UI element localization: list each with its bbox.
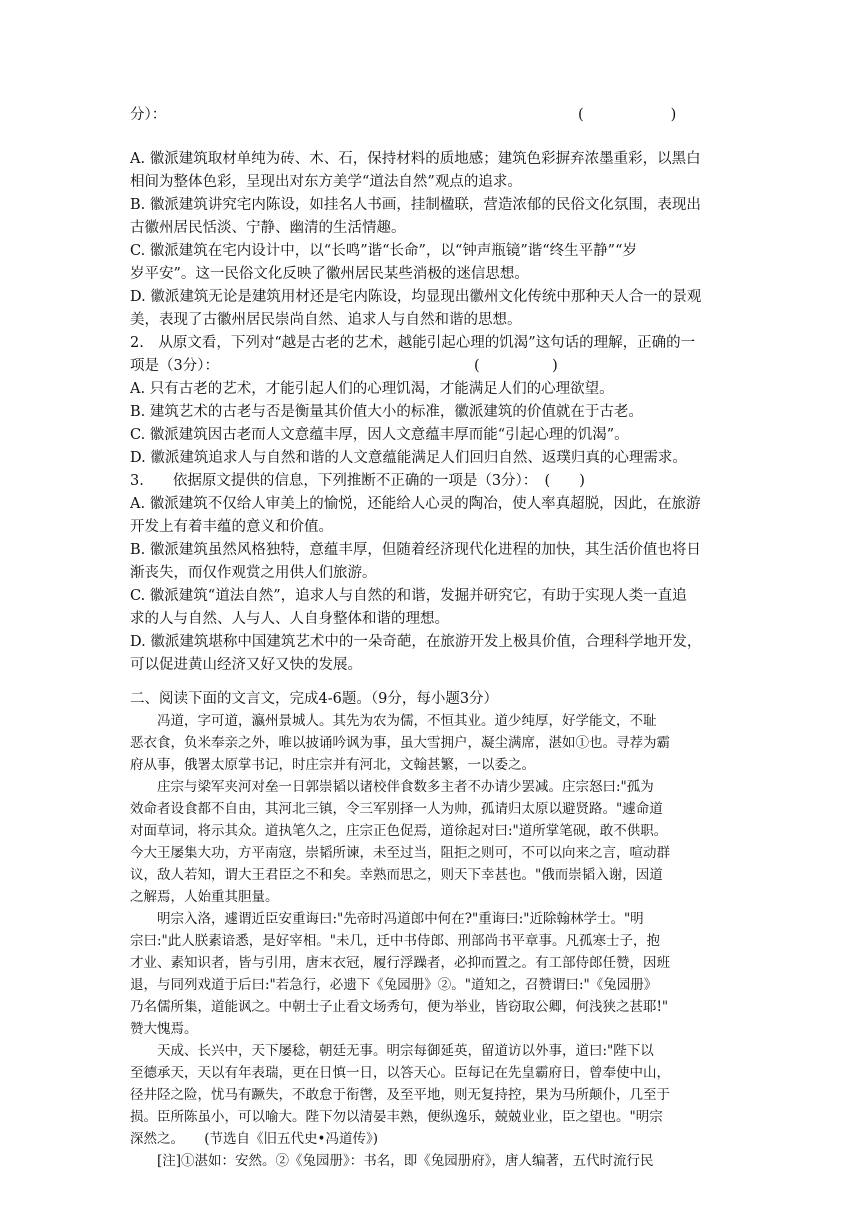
passage-line: 议，敌人若知，谓大王君臣之不和矣。幸熟而思之，则天下幸甚也。"俄而崇韬入谢，因道: [130, 867, 663, 883]
q1-option-line: D. 徽派建筑无论是建筑用材还是宅内陈设，均显现出徽州文化传统中那种天人合一的景观: [130, 289, 702, 305]
q2-answer-paren: ( ): [474, 358, 558, 374]
q1-option-line: B. 徽派建筑讲究宅内陈设，如挂名人书画，挂制楹联，营造浓郁的民俗文化氛围，表现出: [130, 197, 701, 213]
q2-option-c: C. 徽派建筑因古老而人文意蕴丰厚，因人文意蕴丰厚而能“引起心理的饥渴”。: [130, 427, 629, 443]
passage-line: 府从事，俄署太原掌书记，时庄宗并有河北，文翰甚繁，一以委之。: [130, 757, 535, 773]
q3-option-line: 渐丧失，而仅作观赏之用供人们旅游。: [130, 565, 377, 581]
q2-option-a: A. 只有古老的艺术，才能引起人们的心理饥渴，才能满足人们的心理欲望。: [130, 381, 614, 397]
passage-line: 径井陉之险，忧马有蹶失，不敢怠于衔辔，及至平地，则无复持控，果为马所颠仆，几至于: [130, 1087, 670, 1103]
q1-option-line: C. 徽派建筑在宅内设计中，以“长鸣”谐“长命”，以“钟声瓶镜”谐“终生平静”“岁: [130, 243, 638, 259]
q3-option-line: 开发上有着丰蕴的意义和价值。: [130, 519, 333, 535]
q3-option-line: D. 徽派建筑堪称中国建筑艺术中的一朵奇葩，在旅游开发上极具价值，合理科学地开发，: [130, 634, 702, 650]
q3-option-line: B. 徽派建筑虽然风格独特，意蕴丰厚，但随着经济现代化进程的加快，其生活价值也将日: [130, 542, 701, 558]
q1-option-line: 相间为整体色彩，呈现出对东方美学“道法自然”观点的追求。: [130, 174, 522, 190]
section-heading: 二、阅读下面的文言文，完成4-6题。（9分，每小题3分）: [130, 691, 499, 707]
q1-option-line: 美，表现了古徽州居民崇尚自然、追求人与自然和谐的思想。: [130, 312, 522, 328]
passage-line: 至德承天，天以有年表瑞，更在日慎一日，以答天心。臣每记在先皇霸府日，曾奉使中山，: [130, 1065, 670, 1081]
q1-option-line: 岁平安”。这一民俗文化反映了徽州居民某些消极的迷信思想。: [130, 266, 529, 282]
q3-option-line: 求的人与自然、人与人、人自身整体和谐的理想。: [130, 611, 449, 627]
passage-line: 恶衣食，负米奉亲之外，唯以披诵吟讽为事，虽大雪拥户，凝尘满席，湛如①也。寻荐为霸: [130, 735, 670, 751]
q3-stem: 3. 依据原文提供的信息，下列推断不正确的一项是（3分）： ( ): [130, 473, 585, 489]
passage-line: 赞大愧焉。: [130, 1021, 198, 1037]
passage-line: 损。臣所陈虽小，可以喻大。陛下勿以清晏丰熟，便纵逸乐，兢兢业业，臣之望也。"明宗: [130, 1109, 663, 1125]
passage-line: 宗曰:"此人朕素谙悉，是好宰相。"未几，迁中书侍郎、刑部尚书平章事。凡孤寒士子，抱: [130, 933, 660, 949]
passage-line: 才业、素知识者，皆与引用，唐末衣冠，履行浮躁者，必抑而置之。有工部侍郎任赞，因班: [130, 955, 670, 971]
passage-line: 庄宗与梁军夹河对垒一日郭崇韬以诸校伴食数多主者不办请少罢减。庄宗怒曰:"孤为: [130, 779, 654, 795]
passage-line: 效命者设食都不自由，其河北三镇，令三军别择一人为帅，孤请归太原以避贤路。"遽命道: [130, 801, 663, 817]
answer-paren: ( ): [578, 107, 677, 123]
passage-line: 今大王屡集大功，方平南寇，崇韬所谏，未至过当，阻拒之则可，不可以向来之言，喧动群: [130, 845, 670, 861]
q2-stem: 2. 从原文看，下列对“越是古老的艺术，越能引起心理的饥渴”这句话的理解，正确的一: [130, 335, 696, 351]
passage-line: 退，与同列戏道于后曰:"若急行，必遗下《兔园册》②。"道知之，召赞谓曰:"《兔园册》: [130, 977, 658, 993]
passage-line: 冯道，字可道，瀛州景城人。其先为农为儒，不恒其业。道少纯厚，好学能文，不耻: [130, 713, 657, 729]
q2-stem-cont: 项是（3分）：: [130, 358, 219, 374]
q1-option-line: 古徽州居民恬淡、宁静、幽清的生活情趣。: [130, 220, 406, 236]
q3-option-line: 可以促进黄山经济又好又快的发展。: [130, 657, 362, 673]
q3-option-line: C. 徽派建筑“道法自然”，追求人与自然的和谐，发掘并研究它，有助于实现人类一直追: [130, 588, 687, 604]
question-tail: 分）：: [130, 107, 167, 123]
passage-line: 之解焉，人始重其胆量。: [130, 889, 279, 905]
q2-option-b: B. 建筑艺术的古老与否是衡量其价值大小的标准，徽派建筑的价值就在于古老。: [130, 404, 643, 420]
passage-line: 天成、长兴中，天下屡稔，朝廷无事。明宗每御延英，留道访以外事，道曰:"陛下以: [130, 1043, 654, 1059]
passage-source: 深然之。 (节选自《旧五代史•冯道传》): [130, 1131, 378, 1147]
passage-note: [注]①湛如：安然。②《兔园册》：书名，即《兔园册府》，唐人编著，五代时流行民: [130, 1153, 654, 1169]
passage-line: 对面草词，将示其众。道执笔久之，庄宗正色促焉，道徐起对曰:"道所掌笔砚，敢不供职。: [130, 823, 668, 839]
q3-option-line: A. 徽派建筑不仅给人审美上的愉悦，还能给人心灵的陶冶，使人率真超脱，因此，在旅游: [130, 496, 701, 512]
passage-line: 明宗入洛，遽谓近臣安重诲曰:"先帝时冯道郎中何在?"重诲曰:"近除翰林学士。"明: [130, 911, 644, 927]
q2-option-d: D. 徽派建筑追求人与自然和谐的人文意蕴能满足人们回归自然、返璞归真的心理需求。: [130, 450, 687, 466]
q1-option-line: A. 徽派建筑取材单纯为砖、木、石，保持材料的质地感；建筑色彩摒弃浓墨重彩，以黑白: [130, 151, 701, 167]
passage-line: 乃名儒所集，道能讽之。中朝士子止看文场秀句，便为举业，皆窃取公卿，何浅狭之甚耶!": [130, 999, 669, 1015]
